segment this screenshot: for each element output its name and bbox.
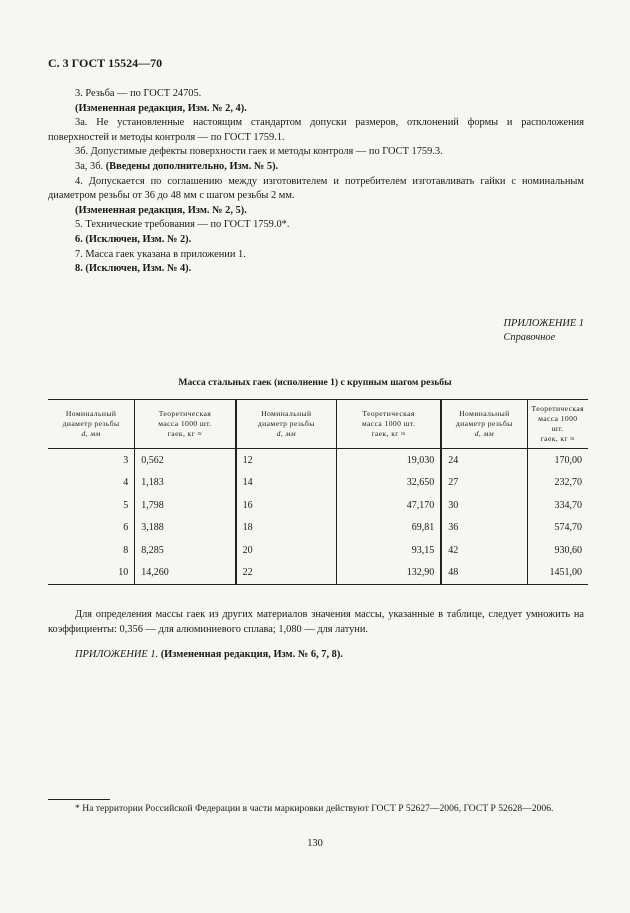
cell-diameter: 12 (236, 449, 337, 472)
cell-mass: 32,650 (336, 472, 441, 495)
table-row (48, 562, 588, 585)
header-mass: Теоретическая масса 1000 шт. гаек, кг ≈ (527, 400, 588, 449)
cell-mass: 14,260 (135, 562, 236, 585)
body-text (48, 87, 584, 277)
paragraph-excluded: 8. (Исключен, Изм. № 4). (75, 263, 192, 275)
paragraph: 5. Технические требования — по ГОСТ 1759.0*. (75, 219, 290, 231)
page-number: 130 (307, 838, 323, 849)
appendix-subtitle: Справочное (503, 332, 556, 343)
cell-mass: 334,70 (554, 499, 582, 511)
appendix-amendment-note (75, 649, 343, 660)
cell-mass: 930,60 (554, 544, 582, 556)
cell-diameter: 48 (441, 562, 527, 585)
cell-mass: 1,183 (135, 472, 236, 495)
cell-mass: 574,70 (554, 522, 582, 534)
cell-mass: 47,170 (336, 494, 441, 517)
cell-diameter: 24 (441, 449, 527, 472)
paragraph: 7. Масса гаек указана в приложении 1. (75, 248, 246, 260)
paragraph-amendment: (Измененная редакция, Изм. № 2, 5). (75, 204, 247, 216)
cell-diameter: 18 (236, 517, 337, 540)
cell-diameter: 14 (236, 472, 337, 495)
appendix-label (503, 317, 584, 345)
header-diameter: Номинальный диаметр резьбы d, мм (48, 400, 135, 449)
paragraph: 4. Допускается по соглашению между изготовителем и потребителем изготавливать гайки с номинальным диаметром резьбы от 36 до 48 мм с шагом резьбы 2 мм. (48, 175, 584, 202)
paragraph (48, 160, 584, 175)
cell-mass: 1,798 (135, 494, 236, 517)
paragraph-amendment: (Измененная редакция, Изм. № 2, 4). (75, 102, 247, 114)
cell-mass: 8,285 (135, 539, 236, 562)
footnote (48, 802, 584, 815)
cell-mass: 132,90 (336, 562, 441, 585)
table-row (48, 449, 588, 472)
cell-diameter: 5 (48, 494, 135, 517)
footnote-divider (48, 799, 110, 800)
paragraph-excluded: 6. (Исключен, Изм. № 2). (75, 233, 192, 245)
cell-mass: 69,81 (336, 517, 441, 540)
header-mass: Теоретическая масса 1000 шт. гаек, кг ≈ (336, 400, 441, 449)
cell-mass: 1451,00 (527, 562, 588, 585)
table-title: Масса стальных гаек (исполнение 1) с крупным шагом резьбы (178, 377, 452, 388)
header-diameter: Номинальный диаметр резьбы d, мм (441, 400, 527, 449)
table-row (48, 472, 588, 495)
note-paragraph: Для определения массы гаек из других материалов значения массы, указанные в таблице, следует умножить на коэффициенты: 0,356 — для алюминиевого сплава; 1,080 — для латуни. (48, 609, 584, 635)
cell-mass: 232,70 (554, 477, 582, 489)
header-mass: Теоретическая масса 1000 шт. гаек, кг ≈ (135, 400, 236, 449)
cell-mass: 0,562 (135, 449, 236, 472)
cell-mass: 19,030 (336, 449, 441, 472)
paragraph-prefix: 3а, 3б. (75, 160, 106, 172)
cell-mass: 93,15 (336, 539, 441, 562)
paragraph: 3. Резьба — по ГОСТ 24705. (75, 88, 202, 99)
cell-mass: 3,188 (135, 517, 236, 540)
header-diameter: Номинальный диаметр резьбы d, мм (236, 400, 337, 449)
cell-diameter: 16 (236, 494, 337, 517)
cell-diameter: 4 (48, 472, 135, 495)
appendix-ref: ПРИЛОЖЕНИЕ 1. (75, 649, 161, 660)
footnote-text: * На территории Российской Федерации в части маркировки действуют ГОСТ Р 52627—2006, ГОСТ Р 52628—2006. (75, 803, 554, 814)
appendix-title: ПРИЛОЖЕНИЕ 1 (503, 318, 584, 329)
cell-diameter: 27 (441, 472, 527, 495)
cell-diameter: 42 (441, 539, 527, 562)
cell-mass: 170,00 (554, 454, 582, 466)
table-row (48, 517, 588, 540)
cell-diameter: 10 (48, 562, 135, 585)
cell-diameter: 22 (236, 562, 337, 585)
cell-diameter: 3 (48, 449, 135, 472)
paragraph-amendment: (Введены дополнительно, Изм. № 5). (105, 160, 279, 172)
table-header-row (48, 400, 588, 449)
paragraph: 3б. Допустимые дефекты поверхности гаек и методы контроля — по ГОСТ 1759.3. (75, 146, 443, 158)
table-row (48, 494, 588, 517)
cell-diameter: 8 (48, 539, 135, 562)
cell-diameter: 30 (441, 494, 527, 517)
cell-diameter: 6 (48, 517, 135, 540)
cell-diameter: 20 (236, 539, 337, 562)
cell-diameter: 36 (441, 517, 527, 540)
paragraph: 3а. Не установленные настоящим стандартом допуски размеров, отклонений формы и расположения поверхностей и методы контроля — по ГОСТ 1759.1. (48, 117, 584, 143)
table-row (48, 539, 588, 562)
page-header: С. 3 ГОСТ 15524—70 (48, 56, 163, 70)
mass-table (48, 399, 588, 585)
table-note (48, 608, 584, 637)
amendment-ref: (Измененная редакция, Изм. № 6, 7, 8). (160, 649, 343, 660)
